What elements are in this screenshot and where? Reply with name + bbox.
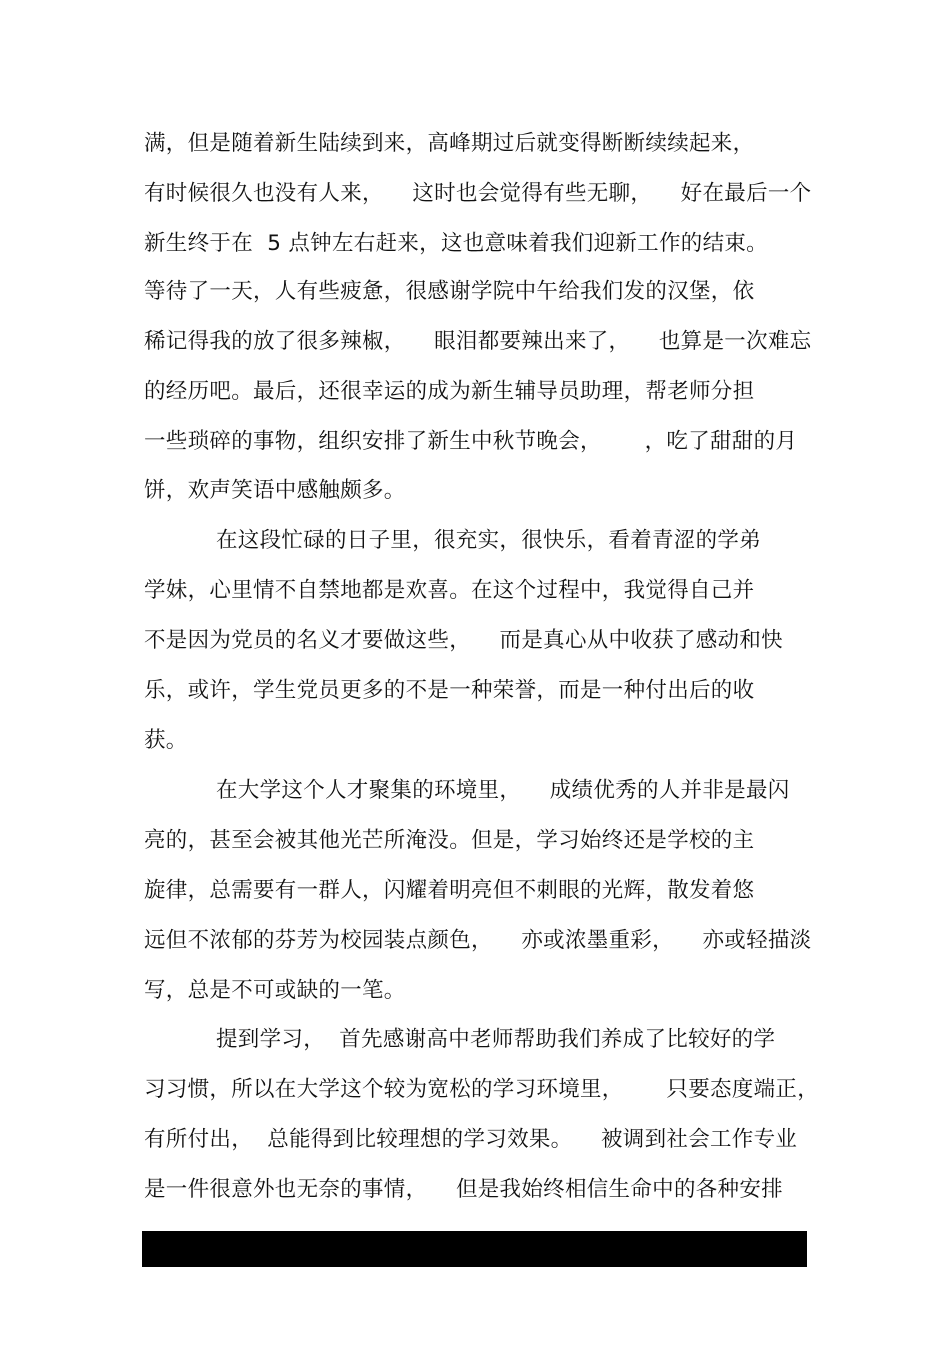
text-line: 旋律，总需要有一群人，闪耀着明亮但不刺眼的光辉，散发着悠: [144, 878, 755, 903]
text-line: 有时候很久也没有人来， 这时也会觉得有些无聊， 好在最后一个: [144, 181, 812, 206]
footer-bar: [142, 1231, 807, 1267]
text-line: 饼，欢声笑语中感触颇多。: [144, 478, 406, 503]
text-line: 乐，或许，学生党员更多的不是一种荣誉，而是一种付出后的收: [144, 678, 755, 703]
text-line: 不是因为党员的名义才要做这些， 而是真心从中收获了感动和快: [144, 628, 783, 653]
paragraph-first-line: 在大学这个人才聚集的环境里， 成绩优秀的人并非是最闪: [216, 778, 790, 803]
text-line: 有所付出， 总能得到比较理想的学习效果。 被调到社会工作专业: [144, 1127, 798, 1152]
text-line: 稀记得我的放了很多辣椒， 眼泪都要辣出来了， 也算是一次难忘: [144, 329, 812, 354]
text-line: 习习惯，所以在大学这个较为宽松的学习环境里， 只要态度端正，: [144, 1077, 820, 1102]
text-line: 一些琐碎的事物，组织安排了新生中秋节晚会， ，吃了甜甜的月: [144, 429, 798, 454]
text-line: 新生终于在 5 点钟左右赶来，这也意味着我们迎新工作的结束。: [144, 231, 768, 256]
paragraph-first-line: 在这段忙碌的日子里，很充实，很快乐，看着青涩的学弟: [216, 528, 762, 553]
text-line: 获。: [144, 728, 188, 753]
text-line: 等待了一天，人有些疲惫，很感谢学院中午给我们发的汉堡，依: [144, 279, 755, 304]
text-line: 学妹，心里情不自禁地都是欢喜。在这个过程中，我觉得自己并: [144, 578, 755, 603]
text-line: 满，但是随着新生陆续到来，高峰期过后就变得断断续续起来，: [144, 131, 755, 156]
paragraph-first-line: 提到学习， 首先感谢高中老师帮助我们养成了比较好的学: [216, 1027, 776, 1052]
text-line: 远但不浓郁的芬芳为校园装点颜色， 亦或浓墨重彩， 亦或轻描淡: [144, 928, 812, 953]
text-line: 写，总是不可或缺的一笔。: [144, 978, 406, 1003]
text-line: 是一件很意外也无奈的事情， 但是我始终相信生命中的各种安排: [144, 1177, 783, 1202]
text-line: 亮的，甚至会被其他光芒所淹没。但是，学习始终还是学校的主: [144, 828, 755, 853]
text-line: 的经历吧。最后，还很幸运的成为新生辅导员助理，帮老师分担: [144, 379, 755, 404]
